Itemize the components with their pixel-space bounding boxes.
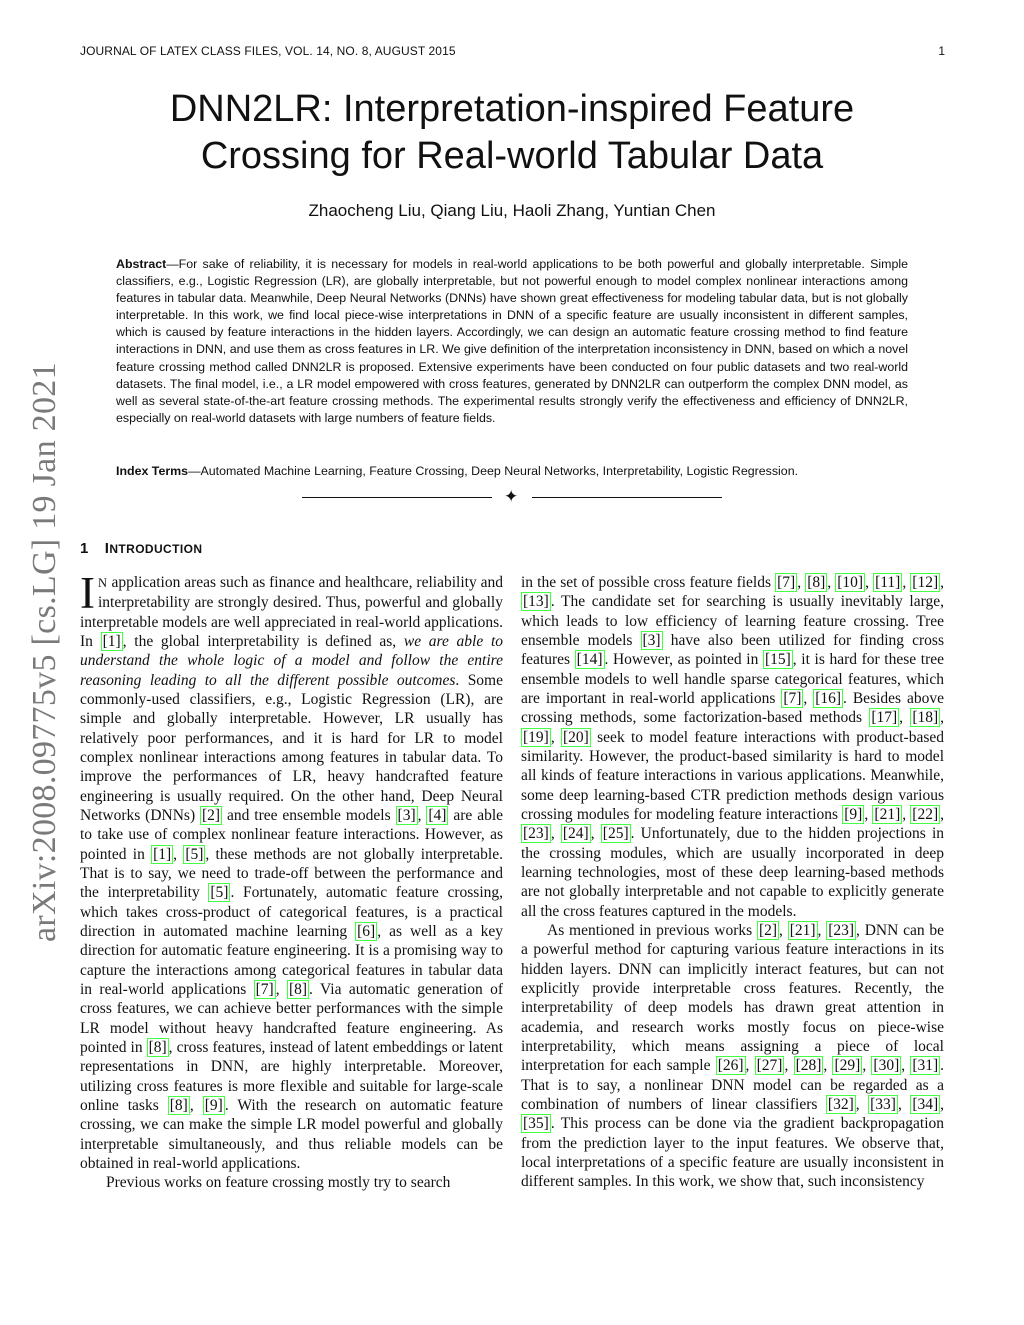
quoted-definition: we are able to understand the whole logic of a model and follow the entire reasoning leading to all the different possible outcomes bbox=[80, 632, 504, 689]
citation-link[interactable]: [21] bbox=[789, 921, 816, 939]
section-number: 1 bbox=[80, 540, 89, 557]
citation-link[interactable]: [29] bbox=[834, 1057, 861, 1075]
running-header: JOURNAL OF LATEX CLASS FILES, VOL. 14, NO. 8, AUGUST 2015 bbox=[80, 44, 456, 58]
citation-link[interactable]: [4] bbox=[428, 806, 447, 824]
citation-link[interactable]: [25] bbox=[602, 825, 629, 843]
citation-link[interactable]: [1] bbox=[102, 632, 121, 650]
abstract-label: Abstract bbox=[116, 257, 167, 271]
citation-link[interactable]: [13] bbox=[523, 593, 549, 611]
section-heading bbox=[80, 540, 202, 557]
title-line-2: Crossing for Real-world Tabular Data bbox=[200, 135, 824, 177]
citation-link[interactable]: [22] bbox=[912, 805, 939, 823]
section-title-initial: I bbox=[104, 540, 110, 557]
citation-link[interactable]: [11] bbox=[875, 574, 901, 591]
index-terms-label: Index Terms bbox=[116, 464, 189, 478]
citation-link[interactable]: [24] bbox=[562, 825, 589, 843]
citation-link[interactable]: [32] bbox=[827, 1095, 854, 1113]
drop-cap: I bbox=[80, 568, 95, 618]
body-column-right bbox=[521, 573, 944, 1192]
body-column-left bbox=[80, 568, 504, 1193]
citation-link[interactable]: [10] bbox=[837, 574, 864, 591]
citation-link[interactable]: [20] bbox=[563, 728, 589, 746]
citation-link[interactable]: [28] bbox=[795, 1057, 822, 1075]
citation-link[interactable]: [7] bbox=[255, 980, 274, 998]
abstract-text: —For sake of reliability, it is necessary for models in real-world applications to be both powerful and globally interpretable. Simple classifiers, e.g., Logistic Regression (LR), are globally interpretable, but not powerful enough to model complex nonlinear interactions among features in tabular data. Meanwhile, Deep Neural Networks (DNNs) have shown great effectiveness for modeling tabular data, but is not globally interpretable. In this work, we find local piece-wise interpretations in DNN of a specific feature are usually inconsistent in different samples, which is caused by feature interactions in the hidden layers. Accordingly, we can design an automatic feature crossing method to find feature interactions in DNN, and use them as cross features in LR. We give definition of the interpretation inconsistency in DNN, based on which a novel feature crossing method called DNN2LR is proposed. Extensive experiments have been conducted on four public datasets and two real-world datasets. The final model, i.e., a LR model empowered with cross features, generated by DNN2LR can outperform the complex DNN model, as well as several state-of-the-art feature crossing methods. The experimental results strongly verify the effectiveness and efficiency of DNN2LR, especially on real-world datasets with large numbers of feature fields. bbox=[116, 257, 908, 425]
citation-link[interactable]: [9] bbox=[204, 1096, 223, 1114]
paragraph: As mentioned in previous works [2] , [21] , [23] , DNN can be a powerful method for capturing various feature interactions in its hidden layers. DNN can implicitly interact features, but can not explicitly provide interpretable cross features. Recently, the interpretability of deep models has drawn great attention in academia, and research works mostly focus on piece-wise interpretability, which means assigning a piece of local interpretation for each sample [26] , [27] , [28] , [29] , [30] , [31] . That is to say, a nonlinear DNN model can be regarded as a combination of numbers of linear classifiers [32] , [33] , [34] , [35] . This process can be done via the gradient backpropagation from the prediction layer to the input features. We observe that, local interpretations of a specific feature are usually inconsistent in different samples. In this work, we show that, such inconsistency bbox=[521, 921, 945, 1191]
citation-link[interactable]: [3] bbox=[397, 806, 416, 824]
citation-link[interactable]: [8] bbox=[169, 1096, 188, 1114]
paper-title bbox=[100, 86, 924, 180]
citation-link[interactable]: [26] bbox=[717, 1057, 744, 1075]
separator-ornament-icon: ✦ bbox=[504, 487, 519, 506]
abstract bbox=[116, 256, 908, 427]
citation-link[interactable]: [3] bbox=[642, 631, 661, 649]
citation-link[interactable]: [18] bbox=[912, 709, 939, 727]
citation-link[interactable]: [23] bbox=[828, 921, 855, 939]
citation-link[interactable]: [1] bbox=[153, 845, 172, 863]
title-line-1: DNN2LR: Interpretation-inspired Feature bbox=[169, 88, 855, 130]
citation-link[interactable]: [35] bbox=[523, 1115, 549, 1133]
separator-rule-left bbox=[302, 497, 492, 498]
citation-link[interactable]: [31] bbox=[912, 1057, 939, 1075]
citation-link[interactable]: [19] bbox=[523, 728, 549, 746]
citation-link[interactable]: [6] bbox=[357, 922, 376, 940]
citation-link[interactable]: [16] bbox=[815, 689, 842, 707]
citation-link[interactable]: [5] bbox=[210, 884, 229, 902]
citation-link[interactable]: [23] bbox=[523, 825, 549, 843]
paragraph: I N application areas such as finance and healthcare, reliability and interpretability are strongly desired. Thus, powerful and globally interpretable models are well appreciated in real-world applications. In [1] , the global interpretability is defined as, we are able to understand the whole logic of a model and follow the entire reasoning leading to all the different possible outcomes. Some commonly-used classifiers, e.g., Logistic Regression (LR), are simple and globally interpretable. However, LR usually has relatively poor performances, and it is hard for LR to model complex nonlinear interactions among features in tabular data. To improve the performances of LR, heavy handcrafted feature engineering is usually required. On the other hand, Deep Neural Networks (DNNs) [2] and tree ensemble models [3] , [4] are able to take use of complex nonlinear feature interactions. However, as pointed in [1] , [5] , these methods are not globally interpretable. That is to say, we need to trade-off between the performance and the interpretability [5] . Fortunately, automatic feature crossing, which takes cross-product of categorical features, is a practical direction in automated machine learning [6] , as well as a key direction for automatic feature engineering. It is a promising way to capture the interactions among categorical features in tabular data in real-world applications [7] , [8] . Via automatic generation of cross features, we can achieve better performances with the simple LR model without heavy handcrafted feature engineering. As pointed in [8] , cross features, instead of latent embeddings or latent representations in DNN, are highly interpretable. Moreover, utilizing cross features is more flexible and suitable for large-scale online tasks [8] , [9] . With the research on automatic feature crossing, we can make the simple LR model powerful and globally interpretable simultaneously, and thus reliable models can be obtained in real-world applications. bbox=[80, 568, 504, 1172]
citation-link[interactable]: [34] bbox=[912, 1095, 939, 1113]
citation-link[interactable]: [15] bbox=[764, 651, 791, 669]
citation-link[interactable]: [33] bbox=[870, 1095, 896, 1113]
citation-link[interactable]: [7] bbox=[783, 689, 802, 707]
citation-link[interactable]: [12] bbox=[912, 574, 939, 591]
citation-link[interactable]: [8] bbox=[148, 1038, 167, 1056]
citation-link[interactable]: [30] bbox=[873, 1057, 900, 1075]
citation-link[interactable]: [2] bbox=[758, 921, 778, 939]
citation-link[interactable]: [14] bbox=[576, 651, 603, 669]
section-title-rest: NTRODUCTION bbox=[109, 542, 203, 556]
index-terms bbox=[116, 463, 908, 480]
index-terms-text: —Automated Machine Learning, Feature Crossing, Deep Neural Networks, Interpretability, Logistic Regression. bbox=[188, 464, 799, 478]
citation-link[interactable]: [17] bbox=[871, 709, 898, 727]
paragraph: in the set of possible cross feature fields [7] , [8] , [10] , [11] , [12] , [13] . The candidate set for searching is usually inevitably large, which leads to low efficiency of learning feature crossing. Tree ensemble models [3] have also been utilized for finding cross features [14] . However, as pointed in [15] , it is hard for these tree ensemble models to well handle sparse categorical features, which are important in real-world applications [7] , [16] . Besides above crossing methods, some factorization-based methods [17] , [18] , [19] , [20] seek to model feature interactions with product-based similarity. However, the product-based similarity is hard to model all kinds of feature interactions in various applications. Meanwhile, some deep learning-based CTR prediction methods design various crossing modules for modeling feature interactions [9] , [21] , [22] , [23] , [24] , [25] . Unfortunately, due to the hidden projections in the crossing modules, which are usually incorporated in deep learning technologies, most of these deep learning-based methods are not globally interpretable and not capable to explicitly generate all the cross features captured in the models. bbox=[521, 574, 945, 920]
citation-link[interactable]: [8] bbox=[288, 980, 308, 998]
paragraph: Previous works on feature crossing mostly try to search bbox=[106, 1174, 451, 1192]
separator-rule-right bbox=[532, 497, 722, 498]
citation-link[interactable]: [9] bbox=[844, 805, 863, 823]
author-list: Zhaocheng Liu, Qiang Liu, Haoli Zhang, Yuntian Chen bbox=[308, 201, 716, 220]
citation-link[interactable]: [2] bbox=[202, 806, 221, 824]
citation-link[interactable]: [8] bbox=[807, 574, 826, 591]
page-number: 1 bbox=[938, 44, 945, 58]
citation-link[interactable]: [7] bbox=[777, 574, 796, 591]
citation-link[interactable]: [21] bbox=[874, 805, 901, 823]
arxiv-identifier: arXiv:2008.09775v5 [cs.LG] 19 Jan 2021 bbox=[26, 362, 63, 942]
citation-link[interactable]: [5] bbox=[185, 845, 204, 863]
citation-link[interactable]: [27] bbox=[756, 1057, 783, 1075]
